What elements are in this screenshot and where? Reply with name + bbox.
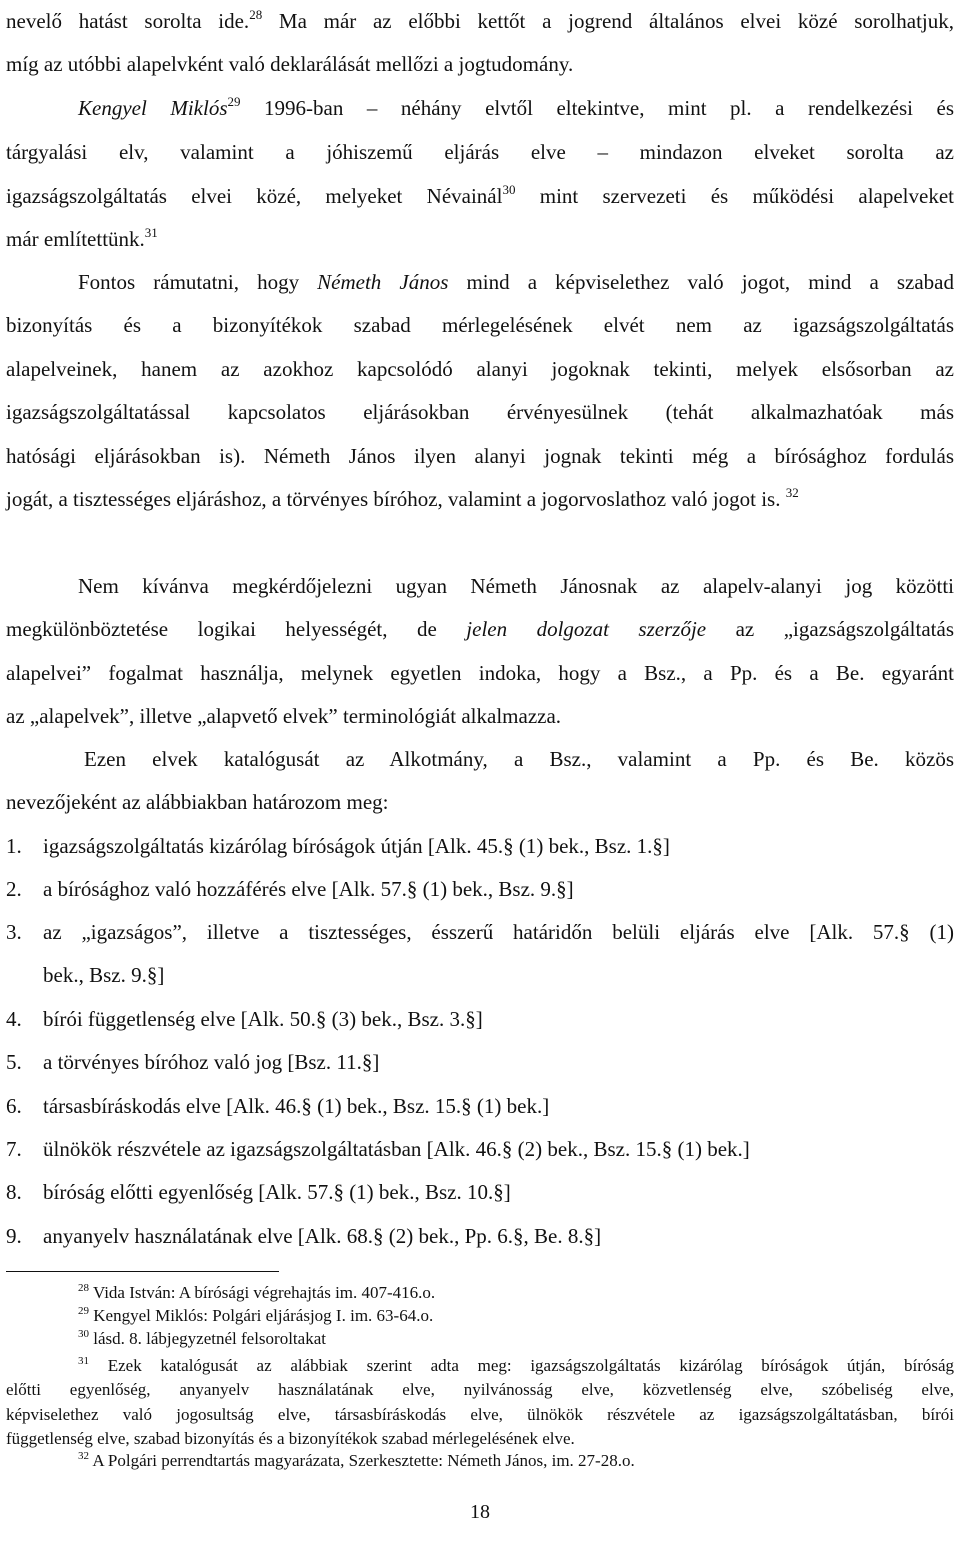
footnote-separator <box>6 1271 279 1272</box>
body-line: nevelő hatást sorolta ide.$^{28}$ Ma már az előbbi kettőt a jogrend általános elvei közé sorolhatjuk, <box>6 7 954 33</box>
body-line: már említettünk.$^{31}$ <box>6 225 158 251</box>
footnote: $^{30}$ lásd. 8. lábjegyzetnél felsoroltakat <box>78 1328 326 1348</box>
footnote-ref: 30 <box>502 182 516 197</box>
body-line: Nem kívánva megkérdőjelezni ugyan Németh Jánosnak az alapelv-alanyi jog közötti <box>78 574 954 598</box>
footnote-continuation: előtti egyenlőség, anyanyelv használatának elve, nyilvánosság elve, közvetlenség elve, szóbeliség elve, <box>6 1380 954 1399</box>
body-line: jogát, a tisztességes eljáráshoz, a törvényes bíróhoz, valamint a jogorvoslathoz való jogot is. $^{32}$ <box>6 485 799 511</box>
body-line: igazságszolgáltatással kapcsolatos eljárásokban érvényesülnek (tehát alkalmazhatóak más <box>6 400 954 424</box>
footnote: $^{28}$ Vida István: A bírósági végrehajtás im. 407-416.o. <box>78 1282 436 1302</box>
footnote: $^{32}$ A Polgári perrendtartás magyarázata, Szerkesztette: Németh János, im. 27-28.o. <box>78 1450 635 1470</box>
body-line: nevezőjeként az alábbiakban határozom meg: <box>6 790 389 814</box>
body-line: míg az utóbbi alapelvként való deklarálását mellőzi a jogtudomány. <box>6 52 574 76</box>
body-line: megkülönböztetése logikai helyességét, de jelen dolgozat szerzője az „igazságszolgáltatás <box>6 617 954 641</box>
footnote-continuation: függetlenség elve, szabad bizonyítás és a bizonyítékok szabad mérlegelésének elve. <box>6 1429 575 1448</box>
footnote: $^{29}$ Kengyel Miklós: Polgári eljárásjog I. im. 63-64.o. <box>78 1305 434 1325</box>
body-line: alapelvei” fogalmat használja, melynek egyetlen indoka, hogy a Bsz., a Pp. és a Be. egyaránt <box>6 661 954 685</box>
footnote-ref: 28 <box>249 7 263 22</box>
body-line: igazságszolgáltatás elvei közé, melyeket Névainál$^{30}$ mint szervezeti és működési alapelveket <box>6 182 954 208</box>
body-line: az „alapelvek”, illetve „alapvető elvek” terminológiát alkalmazza. <box>6 704 562 728</box>
footnote-ref: 29 <box>227 94 241 109</box>
body-line: Kengyel Miklós$^{29}$ 1996-ban – néhány elvtől eltekintve, mint pl. a rendelkezési és <box>78 94 954 120</box>
body-line: Fontos rámutatni, hogy Németh János mind a képviselethez való jogot, mind a szabad <box>78 270 954 294</box>
page-number: 18 <box>470 1501 490 1523</box>
body-line: Ezen elvek katalógusát az Alkotmány, a Bsz., valamint a Pp. és Be. közös <box>84 747 954 771</box>
footnote: $^{31}$ Ezek katalógusát az alábbiak szerint adta meg: igazságszolgáltatás kizárólag bíróságok útján, bíróság <box>78 1355 955 1375</box>
footnote-ref: 32 <box>785 485 799 500</box>
body-line: tárgyalási elv, valamint a jóhiszemű eljárás elve – mindazon elveket sorolta az <box>6 140 954 164</box>
body-line: bizonyítás és a bizonyítékok szabad mérlegelésének elvét nem az igazságszolgáltatás <box>6 313 954 337</box>
body-line: alapelveinek, hanem az azokhoz kapcsolódó alanyi jogoknak tekinti, melyek elsősorban az <box>6 357 954 381</box>
footnote-ref: 31 <box>144 225 158 240</box>
footnote-continuation: képviselethez való jogosultság elve, társasbíráskodás elve, ülnökök részvétele az igazságszolgáltatásban, bírói <box>6 1405 954 1424</box>
document-page: nevelő hatást sorolta ide.$^{28}$ Ma már az előbbi kettőt a jogrend általános elvei közé sorolhatjuk, míg az utóbbi alapelvként való deklarálását mellőzi a jogtudomány. Kengyel Miklós$^{29}$ 1996-ban – néhány elvtől eltekintve, mint pl. a rendelkezési és tárgyalási elv, valamint a jóhiszemű eljárás elve – mindazon elveket sorolta az igazságszolgáltatás elvei közé, melyeket Névainál$^{30}$ mint szervezeti és működési alapelveket már említettünk.$^{31}$ Fontos rámutatni, hogy Németh János mind a képviselethez való jogot, mind a szabad bizonyítás és a bizonyítékok szabad mérlegelésének elvét nem az igazságszolgáltatás alapelveinek, hanem az azokhoz kapcsolódó alanyi jogoknak tekinti, melyek elsősorban az igazságszolgáltatással kapcsolatos eljárásokban érvényesülnek (tehát alkalmazhatóak más hatósági eljárásokban is). Németh János ilyen alanyi jognak tekinti még a bírósághoz fordulás jogát, a tisztességes eljáráshoz, a törvényes bíróhoz, valamint a jogorvoslathoz való jogot is. $^{32}$ Nem kívánva megkérdőjelezni ugyan Németh Jánosnak az alapelv-alanyi jog közötti megkülönböztetése logikai helyességét, de jelen dolgozat szerzője az „igazságszolgáltatás alapelvei” fogalmat használja, melynek egyetlen indoka, hogy a Bsz., a Pp. és a Be. egyaránt az „alapelvek”, illetve „alapvető elvek” terminológiát alkalmazza. Ezen elvek katalógusát az Alkotmány, a Bsz., valamint a Pp. és Be. közös nevezőjeként az alábbiakban határozom meg: 1. igazságszolgáltatás kizárólag bíróságok útján [Alk. 45.§ (1) bek., Bsz. 1.§] 2. a bírósághoz való hozzáférés elve [Alk. 57.§ (1) bek., Bsz. 9.§] 3. az „igazságos”, illetve a tisztességes, ésszerű határidőn belüli eljárás elve [Alk. 57.§ (1) bek., Bsz. 9.§] 4. bírói függetlenség elve [Alk. 50.§ (3) bek., Bsz. 3.§] 5. a törvényes bíróhoz való jog [Bsz. 11.§] 6. társasbíráskodás elve [Alk. 46.§ (1) bek., Bsz. 15.§ (1) bek.] 7. ülnökök részvétele az igazságszolgáltatásban [Alk. 46.§ (2) bek., Bsz. 15.§ (1) bek.] 8. bíróság előtti egyenlőség [Alk. 57.§ (1) bek., Bsz. 10.§] 9. anyanyelv használatának elve [Alk. 68.§ (2) bek., Pp. 6.§, Be. 8.§] $^{28}$ Vida István: A bírósági végrehajtás im. 407-416.o. $^{29}$ Kengyel Miklós: Polgári eljárásjog I. im. 63-64.o. $^{30}$ lásd. 8. lábjegyzetnél felsoroltakat $^{31}$ Ezek katalógusát az alábbiak szerint adta meg: igazságszolgáltatás kizárólag bíróságok útján, bíróság előtti egyenlőség, anyanyelv használatának elve, nyilvánosság elve, közvetlenség elve, szóbeliség elve, képviselethez való jogosultság elve, társasbíráskodás elve, ülnökök részvétele az igazságszolgáltatásban, bírói függetlenség elve, szabad bizonyítás és a bizonyítékok szabad mérlegelésének elve. $^{32}$ A Polgári perrendtartás magyarázata, Szerkesztette: Németh János, im. 27-28.o. 18 <box>0 0 960 1545</box>
body-line: hatósági eljárásokban is). Németh János ilyen alanyi jognak tekinti még a bírósághoz fordulás <box>6 444 954 468</box>
